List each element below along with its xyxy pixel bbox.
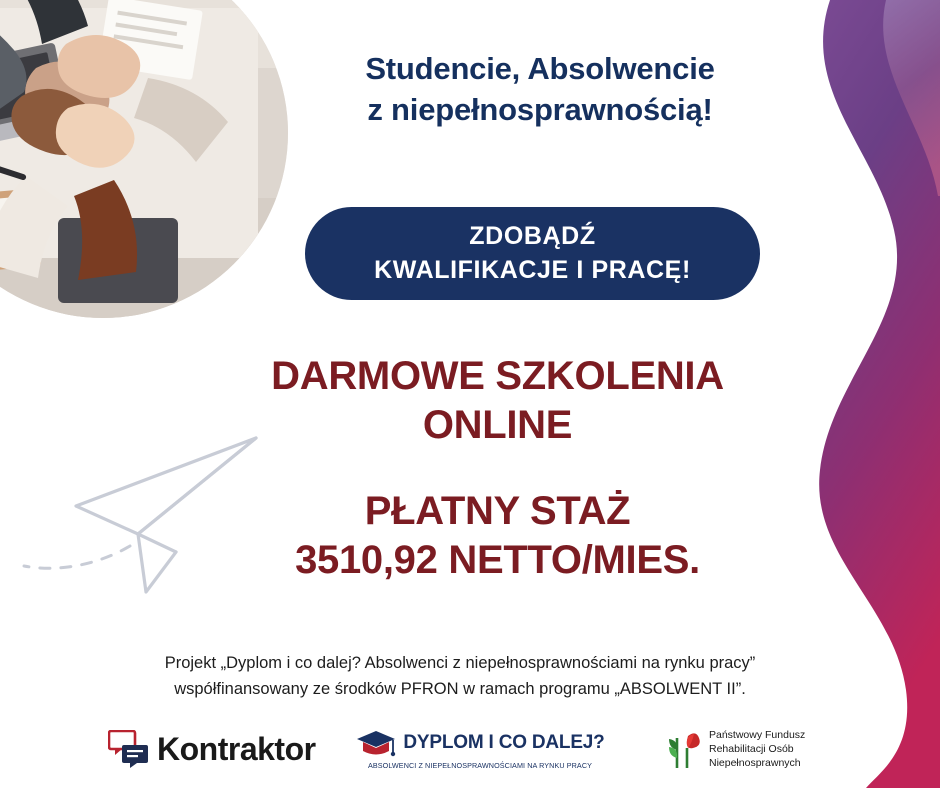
logo-row bbox=[70, 718, 860, 780]
offer-internship-line-2: 3510,92 NETTO/MIES. bbox=[295, 537, 700, 582]
call-to-action-banner[interactable] bbox=[305, 207, 760, 300]
logo-dyplom-subtitle: ABSOLWENCI Z NIEPEŁNOSPRAWNOŚCIAMI NA RYNKU PRACY bbox=[367, 761, 593, 770]
graduation-cap-icon bbox=[355, 728, 397, 758]
pfron-flower-icon bbox=[668, 728, 702, 770]
cta-line-2: KWALIFIKACJE I PRACĘ! bbox=[374, 255, 691, 284]
logo-pfron-line-1: Państwowy Fundusz bbox=[709, 728, 806, 741]
offer-paid-internship bbox=[215, 487, 780, 585]
offer-training-line-2: ONLINE bbox=[422, 402, 573, 447]
logo-kontraktor-label: Kontraktor bbox=[157, 730, 316, 767]
headline-line-2: z niepełnosprawnością! bbox=[367, 92, 713, 128]
speech-bubbles-icon bbox=[108, 730, 150, 768]
logo-pfron-line-3: Niepełnosprawnych bbox=[709, 757, 801, 770]
logo-dyplom-title: DYPLOM I CO DALEJ? bbox=[403, 732, 605, 753]
offer-internship-line-1: PŁATNY STAŻ bbox=[364, 489, 631, 533]
logo-kontraktor bbox=[70, 730, 320, 768]
cta-line-1: ZDOBĄDŹ bbox=[469, 221, 596, 250]
team-hands-photo bbox=[0, 0, 288, 318]
headline-line-1: Studencie, Absolwencie bbox=[365, 51, 715, 86]
funding-note-line-2: współfinansowany ze środków PFRON w ramach programu „ABSOLWENT II”. bbox=[174, 680, 746, 699]
funding-note-line-1: Projekt „Dyplom i co dalej? Absolwenci z niepełnosprawnościami na rynku pracy” bbox=[164, 654, 756, 672]
offer-free-training bbox=[225, 352, 770, 450]
logo-dyplom-i-co-dalej bbox=[320, 728, 610, 770]
logo-pfron-line-2: Rehabilitacji Osób bbox=[709, 742, 794, 755]
page-title bbox=[300, 48, 780, 130]
offer-training-line-1: DARMOWE SZKOLENIA bbox=[271, 354, 724, 398]
logo-pfron bbox=[610, 728, 860, 771]
project-funding-note bbox=[80, 650, 840, 703]
